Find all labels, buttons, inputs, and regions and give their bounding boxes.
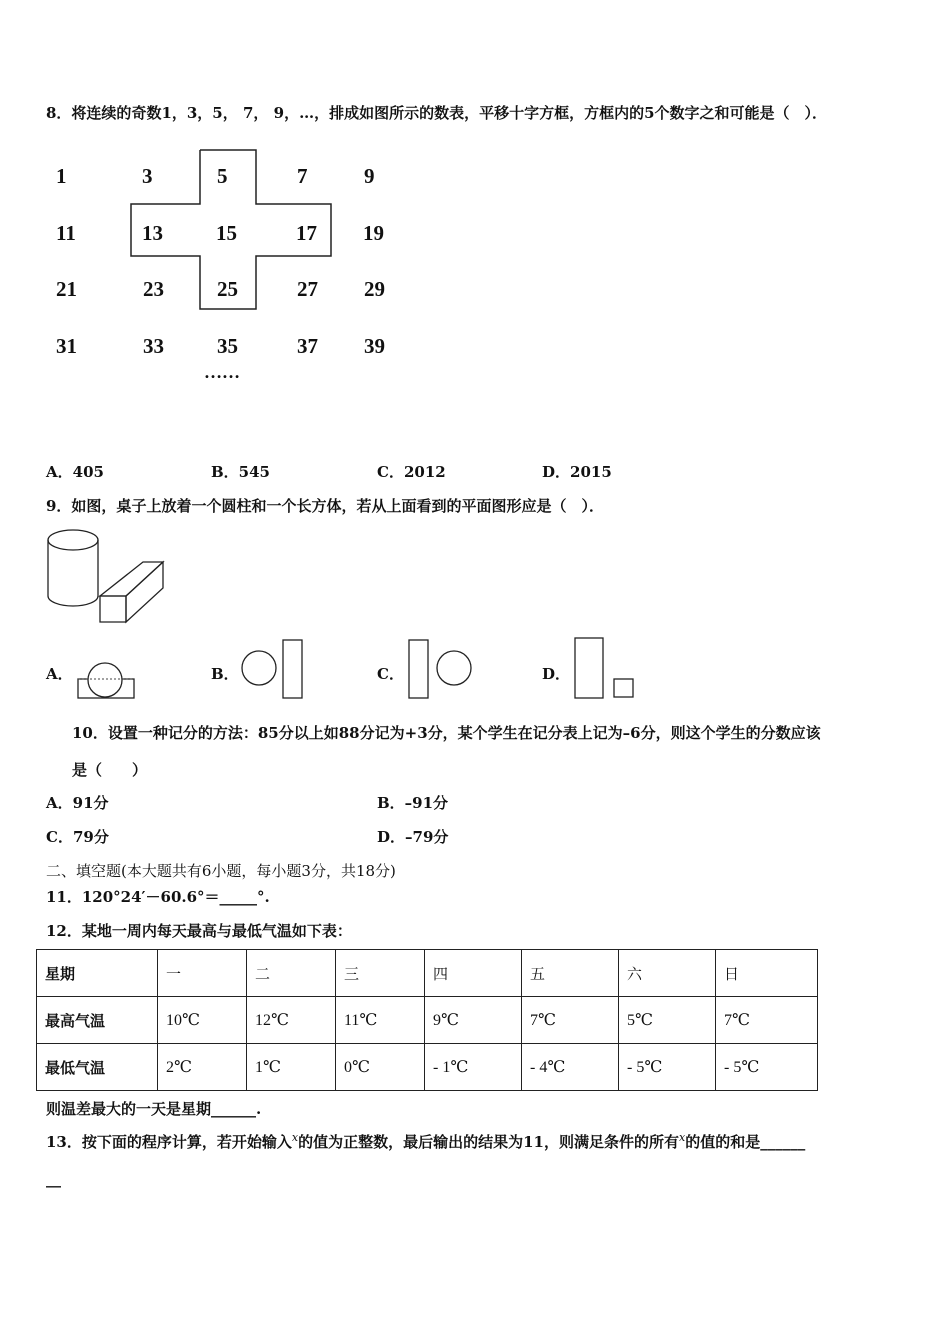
table-cell: - 4℃ (522, 1044, 619, 1091)
table-cell: 三 (336, 950, 425, 997)
table-cell: 最高气温 (37, 997, 158, 1044)
q12-text: 12．某地一周内每天最高与最低气温如下表： (46, 922, 352, 940)
grid-cell: 21 (56, 277, 77, 301)
q9-option-b[interactable]: B． (211, 665, 239, 683)
q8-option-a[interactable]: A．405 (46, 463, 104, 481)
grid-cell: 27 (297, 277, 318, 301)
grid-cell: 33 (143, 334, 164, 358)
table-cell: 0℃ (336, 1044, 425, 1091)
q10-option-a[interactable]: A．91分 (46, 794, 109, 812)
q13-tail: __ (46, 1170, 61, 1188)
q13-var-x: x (291, 1131, 299, 1144)
q13-text (46, 1131, 805, 1152)
table-cell: 1℃ (247, 1044, 336, 1091)
table-cell: 11℃ (336, 997, 425, 1044)
table-cell: - 5℃ (619, 1044, 716, 1091)
grid-cell: 15 (216, 221, 237, 245)
cross-frame (0, 0, 950, 400)
q11-text: 11．120°24′－60.6°＝_____°. (46, 888, 270, 906)
grid-cell: 7 (297, 164, 308, 188)
q10-option-b[interactable]: B．–91分 (377, 794, 449, 812)
q13-part2: 的值为正整数，最后输出的结果为11，则满足条件的所有 (298, 1133, 679, 1151)
table-row (37, 997, 818, 1044)
grid-ellipsis: …… (204, 362, 240, 382)
grid-cell: 3 (142, 164, 153, 188)
table-cell: 四 (425, 950, 522, 997)
q8-text: 8．将连续的奇数1，3，5， 7， 9，…，排成如图所示的数表，平移十字方框，方框内的5个数字之和可能是（ ）． (46, 104, 828, 122)
q13-part1: 13．按下面的程序计算，若开始输入 (46, 1133, 292, 1151)
q9-option-a[interactable]: A． (46, 665, 73, 683)
table-cell: 日 (716, 950, 818, 997)
q8-option-b[interactable]: B．545 (211, 463, 270, 481)
table-cell: 10℃ (158, 997, 247, 1044)
q12-answer-line: 则温差最大的一天是星期______. (46, 1100, 262, 1118)
table-cell: - 1℃ (425, 1044, 522, 1091)
grid-cell: 13 (142, 221, 163, 245)
option-c-figure (405, 637, 485, 707)
grid-cell: 37 (297, 334, 318, 358)
q8-option-d[interactable]: D．2015 (542, 463, 612, 481)
grid-cell: 35 (217, 334, 238, 358)
grid-cell: 31 (56, 334, 77, 358)
grid-cell: 39 (364, 334, 385, 358)
q10-option-d[interactable]: D．–79分 (377, 828, 449, 846)
option-a-figure (74, 660, 144, 700)
table-cell: 一 (158, 950, 247, 997)
grid-cell: 19 (363, 221, 384, 245)
grid-cell: 23 (143, 277, 164, 301)
q10-option-c[interactable]: C．79分 (46, 828, 109, 846)
q9-option-d[interactable]: D． (542, 665, 571, 683)
grid-cell: 17 (296, 221, 317, 245)
grid-cell: 29 (364, 277, 385, 301)
q9-option-c[interactable]: C． (377, 665, 404, 683)
table-cell: 二 (247, 950, 336, 997)
q8-option-c[interactable]: C．2012 (377, 463, 446, 481)
grid-cell: 5 (217, 164, 228, 188)
grid-cell: 25 (217, 277, 238, 301)
cylinder-and-box-figure (40, 522, 210, 632)
table-cell: 5℃ (619, 997, 716, 1044)
grid-cell: 1 (56, 164, 67, 188)
table-cell: 2℃ (158, 1044, 247, 1091)
table-cell: 最低气温 (37, 1044, 158, 1091)
option-d-figure (570, 634, 650, 704)
q9-text: 9．如图，桌子上放着一个圆柱和一个长方体，若从上面看到的平面图形应是（ ）． (46, 497, 604, 515)
table-cell: 六 (619, 950, 716, 997)
table-header-row (37, 950, 818, 997)
section-title: 二、填空题(本大题共有6小题，每小题3分，共18分) (46, 862, 396, 880)
q10-text-line2: 是（ ） (72, 761, 148, 779)
option-b-figure (238, 637, 318, 707)
table-cell: 7℃ (716, 997, 818, 1044)
table-row (37, 1044, 818, 1091)
table-cell: 星期 (37, 950, 158, 997)
q10-text-line1: 10．设置一种记分的方法：85分以上如88分记为+3分，某个学生在记分表上记为–6分，则这个学生的分数应该 (72, 724, 821, 742)
grid-cell: 9 (364, 164, 375, 188)
temperature-table (36, 949, 818, 1091)
q13-var-x-2: x (679, 1131, 686, 1144)
table-cell: 12℃ (247, 997, 336, 1044)
table-cell: 五 (522, 950, 619, 997)
table-cell: 7℃ (522, 997, 619, 1044)
table-cell: - 5℃ (716, 1044, 818, 1091)
grid-cell: 11 (56, 221, 76, 245)
q13-part3: 的值的和是______ (685, 1133, 806, 1151)
table-cell: 9℃ (425, 997, 522, 1044)
